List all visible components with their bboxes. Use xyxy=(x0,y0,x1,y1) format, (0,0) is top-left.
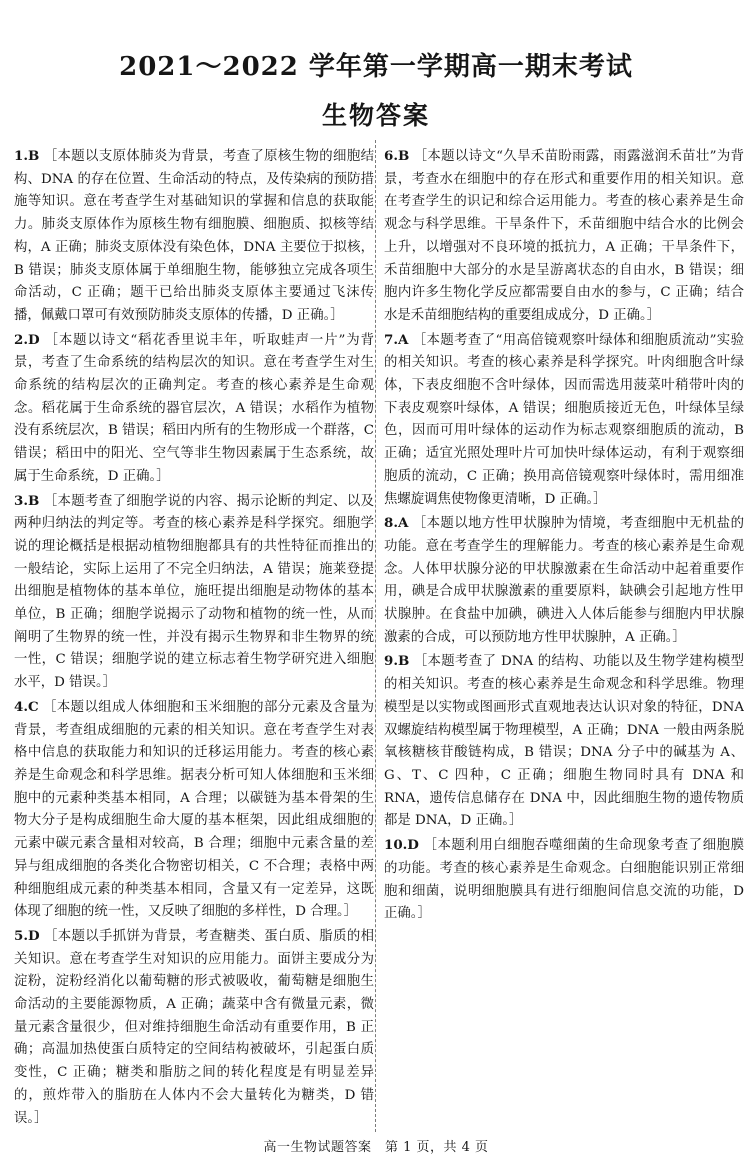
answer-item-4 xyxy=(14,696,374,924)
answer-number: 1.B xyxy=(14,148,40,164)
answer-item-2 xyxy=(14,329,374,489)
answer-text: ［本题以诗文“久旱禾苗盼雨露，雨露滋润禾苗壮”为背景，考查水在细胞中的存在形式和重要作用的相关知识。意在考查学生的识记和综合运用能力。考查的核心素养是生命观念与科学思维。干旱条件下，禾苗细胞中结合水的比例会上升，以增强对不良环境的抵抗力，A 正确；干旱条件下，禾苗细胞中大部分的水是呈游离状态的自由水，B 错误；细胞内许多生物化学反应都需要自由水的参与，C 正确；结合水是禾苗细胞结构的重要组成成分，D 正确。］ xyxy=(384,149,744,323)
answer-text: ［本题以手抓饼为背景，考查糖类、蛋白质、脂质的相关知识。意在考查学生对知识的应用能力。面饼主要成分为淀粉，淀粉经消化以葡萄糖的形式被吸收，葡萄糖是细胞生命活动的主要能源物质，A 正确；蔬菜中含有微量元素，微量元素含量很少，但对维持细胞生命活动有重要作用，B 正确；高温加热使蛋白质特定的空间结构被破坏，引起蛋白质变性，C 正确；糖类和脂肪之间的转化程度是有明显差异的，煎炸带入的脂肪在人体内不会大量转化为糖类，D 错误。］ xyxy=(14,928,374,1126)
answer-text: ［本题以诗文“稻花香里说丰年，听取蛙声一片”为背景，考查了生命系统的结构层次的知识。意在考查学生对生命系统的结构层次的正确判定。考查的核心素养是生命观念。稻花属于生命系统的器官层次，A 错误；水稻作为植物没有系统层次，B 错误；稻田内所有的生物形成一个群落，C 错误；稻田中的阳光、空气等非生物因素属于生态系统，故属于生命系统，D 正确。］ xyxy=(14,332,374,484)
answer-item-7 xyxy=(384,329,744,512)
answer-item-1 xyxy=(14,145,374,328)
answer-item-5 xyxy=(14,925,374,1130)
answer-text: ［本题考查了细胞学说的内容、揭示论断的判定、以及两种归纳法的判定等。考查的核心素养是科学探究。细胞学说的理论概括是根据动植物细胞都具有的共性特征而推出的一般结论，实际上运用了不完全归纳法，A 错误；施莱登提出细胞是植物体的基本单位，施旺提出细胞是动物体的基本单位，B 正确；细胞学说揭示了动物和植物的统一性，从而阐明了生物界的统一性，并没有揭示生物界和非生物界的统一性，C 错误；细胞学说的建立标志着生物学研究进入细胞水平，D 错误。］ xyxy=(14,493,374,691)
page-title: 2021～2022 学年第一学期高一期末考试 xyxy=(119,52,633,82)
answer-number: 3.B xyxy=(14,492,40,509)
answer-number: 5.D xyxy=(14,927,40,944)
answer-number: 10.D xyxy=(384,837,419,854)
left-column xyxy=(14,145,374,1130)
answer-number: 8.A xyxy=(384,515,409,532)
answer-number: 4.C xyxy=(14,698,39,715)
page-subtitle: 生物答案 xyxy=(321,101,430,130)
answer-text: ［本题以支原体肺炎为背景，考查了原核生物的细胞结构、DNA 的存在位置、生命活动的特点，及传染病的预防措施等知识。意在考查学生对基础知识的掌握和信息的获取能力。肺炎支原体作为原核生物有细胞膜、细胞质、拟核等结构，A 正确；肺炎支原体没有染色体，DNA 主要位于拟核，B 错误；肺炎支原体属于单细胞生物，能够独立完成各项生命活动，C 正确；题干已给出肺炎支原体主要通过飞沫传播，佩戴口罩可有效预防肺炎支原体的传播，D 正确。］ xyxy=(14,149,374,323)
answer-number: 7.A xyxy=(384,331,409,348)
column-divider xyxy=(375,140,376,1132)
answer-number: 6.B xyxy=(384,148,410,164)
right-column xyxy=(384,145,744,1130)
answer-text: ［本题以地方性甲状腺肿为情境，考查细胞中无机盐的功能。意在考查学生的理解能力。考查的核心素养是生命观念。人体甲状腺分泌的甲状腺激素在生命活动中起着重要作用，碘是合成甲状腺激素的重要原料，缺碘会引起地方性甲状腺肿。在食盐中加碘，碘进入人体后能参与细胞内甲状腺激素的合成，可以预防地方性甲状腺肿，A 正确。］ xyxy=(384,516,744,645)
answer-number: 2.D xyxy=(14,331,40,348)
answer-text: ［本题以组成人体细胞和玉米细胞的部分元素及含量为背景，考查组成细胞的元素的相关知识。意在考查学生对表格中信息的获取能力和知识的迁移运用能力。考查的核心素养是生命观念和科学思维。据表分析可知人体细胞和玉米细胞中的元素种类基本相同，A 合理；以碳链为基本骨架的生物大分子是构成细胞生命大厦的基本框架，因此组成细胞的元素中碳元素含量相对较高，B 合理；细胞中元素含量的差异与组成细胞的各类化合物密切相关，C 不合理；表格中两种细胞组成元素的种类基本相同，含量又有一定差异，这既体现了细胞的统一性，又反映了细胞的多样性，D 合理。］ xyxy=(14,699,374,920)
answer-item-10 xyxy=(384,834,744,926)
answer-text: ［本题考查了 DNA 的结构、功能以及生物学建构模型的相关知识。考查的核心素养是生命观念和科学思维。物理模型是以实物或图画形式直观地表达认识对象的特征，DNA 双螺旋结构模型属于物理模型，A 正确；DNA 一般由两条脱氧核糖核苷酸链构成，B 错误；DNA 分子中的碱基为 A、G、T、C 四种，C 正确；细胞生物同时具有 DNA 和 RNA，遗传信息储存在 DNA 中，因此细胞生物的遗传物质都是 DNA，D 正确。］ xyxy=(384,654,744,829)
answer-item-9 xyxy=(384,650,744,833)
answer-item-8 xyxy=(384,512,744,649)
answer-text: ［本题考查了“用高倍镜观察叶绿体和细胞质流动”实验的相关知识。考查的核心素养是科学探究。叶肉细胞含叶绿体，下表皮细胞不含叶绿体，因而需选用菠菜叶稍带叶肉的下表皮观察叶绿体，A 错误；细胞质接近无色，叶绿体呈绿色，因而可用叶绿体的运动作为标志观察细胞质的流动，B 正确；适宜光照处理叶片可加快叶绿体运动，有利于观察细胞质的流动，C 正确；换用高倍镜观察叶绿体时，需用细准焦螺旋调焦使物像更清晰，D 正确。］ xyxy=(384,332,744,507)
answer-item-3 xyxy=(14,490,374,695)
answer-text: ［本题利用白细胞吞噬细菌的生命现象考查了细胞膜的功能。考查的核心素养是生命观念。白细胞能识别正常细胞和细菌，说明细胞膜具有进行细胞间信息交流的功能，D 正确。］ xyxy=(384,838,744,922)
answer-item-6 xyxy=(384,145,744,328)
page-footer: 高一生物试题答案 第 1 页，共 4 页 xyxy=(263,1140,489,1155)
answer-number: 9.B xyxy=(384,653,410,670)
